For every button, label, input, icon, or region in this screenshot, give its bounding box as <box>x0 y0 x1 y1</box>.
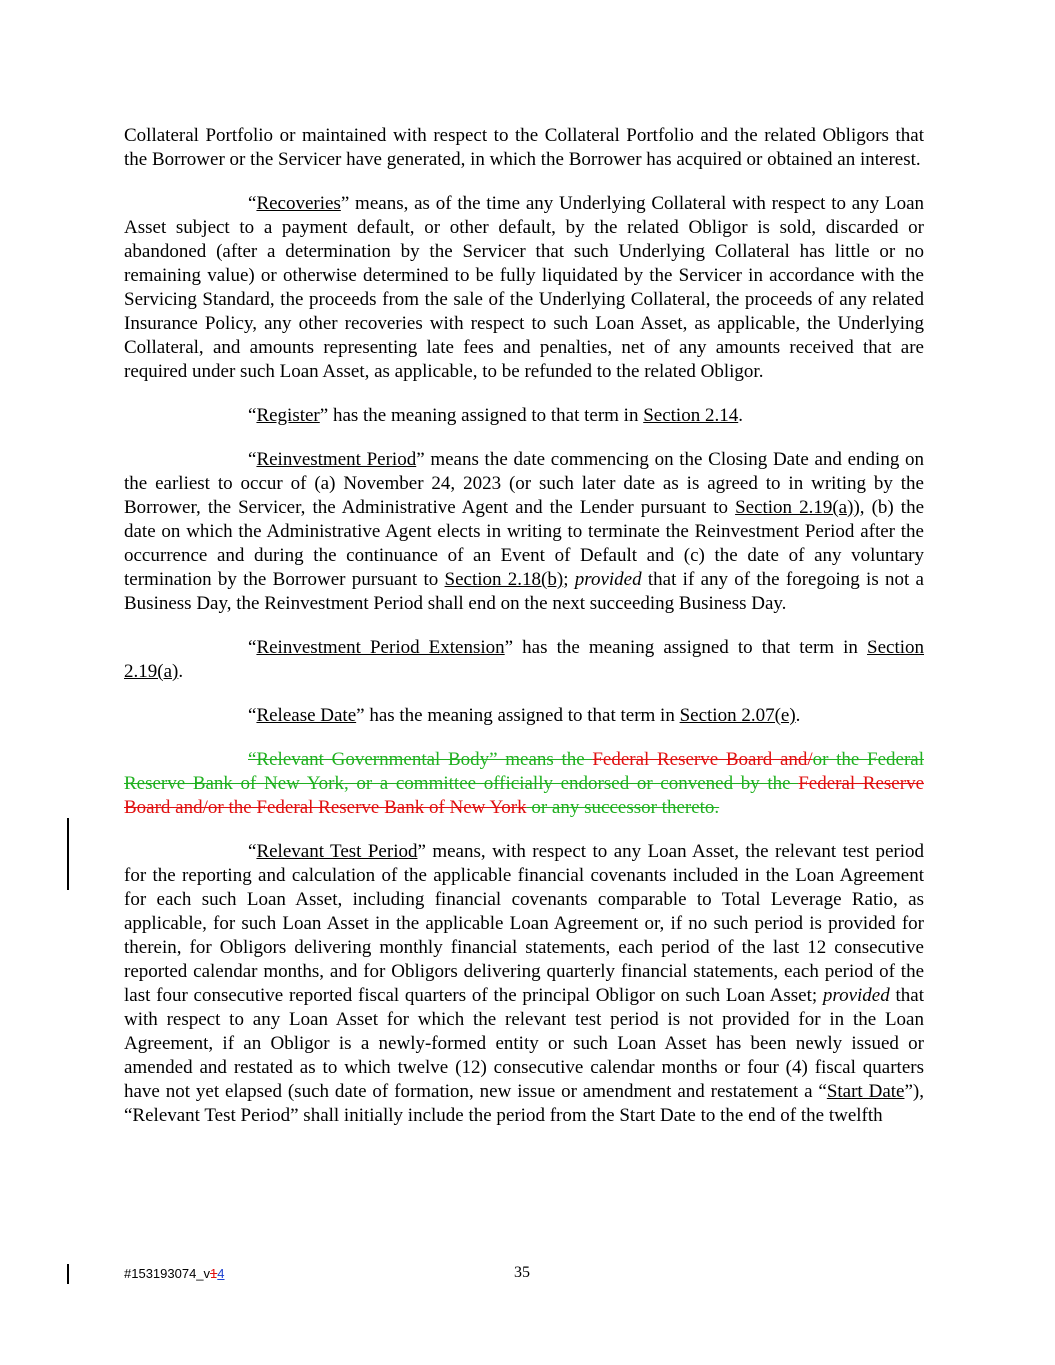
document-page <box>124 124 924 1148</box>
deleted-text: Federal Reserve Board and/or the Federal Reserve Bank of New York <box>124 773 924 818</box>
deleted-text: or the Federal Reserve Bank of New York, or a committee officially endorsed or convened by the <box>124 749 924 794</box>
inserted-version: 4 <box>217 1266 225 1281</box>
term-relevant-test-period: Relevant Test Period <box>256 841 418 862</box>
term-recoveries: Recoveries <box>256 193 341 214</box>
change-bar <box>67 1264 69 1284</box>
document-id-prefix: #153193074_v <box>124 1266 211 1281</box>
definition-reinvestment-period: “Reinvestment Period” means the date commencing on the Closing Date and ending on the earliest to occur of (a) November 24, 2023 (or such later date as is agreed to in writing by the Borrower, the Servicer, the Administrative Agent and the Lender pursuant to Section 2.19(a)), (b) the date on which the Administrative Agent elects in writing to terminate the Reinvestment Period after the occurrence and during the continuance of an Event of Default and (c) the date of any voluntary termination by the Borrower pursuant to Section 2.18(b); provided that if any of the foregoing is not a Business Day, the Reinvestment Period shall end on the next succeeding Business Day. <box>124 449 925 614</box>
section-reference: Section 2.07(e) <box>679 705 796 726</box>
deleted-text: “Relevant Governmental Body” means the <box>248 749 593 770</box>
definition-release-date: “Release Date” has the meaning assigned to that term in Section 2.07(e). <box>248 705 801 726</box>
document-id <box>124 1266 225 1281</box>
change-bar <box>67 818 69 890</box>
definition-text: ; <box>563 569 575 590</box>
definition-text: that with respect to any Loan Asset for which the relevant test period is not provided for in the Loan Agreement, if an Obligor is a newly-formed entity or such Loan Asset has been newly issued or amended and restated as to which twelve (12) consecutive calendar months or four (4) fiscal quarters have not yet elapsed (such date of formation, new issue or amendment and restatement a “ <box>124 985 924 1102</box>
term-release-date: Release Date <box>256 705 357 726</box>
italic-provided: provided <box>822 985 890 1006</box>
deleted-text: Federal Reserve Board and/ <box>592 749 813 770</box>
term-register: Register <box>256 405 320 426</box>
deleted-definition-relevant-governmental-body <box>124 748 924 820</box>
section-reference: Section 2.19(a) <box>124 637 925 682</box>
definition-recoveries: “Recoveries” means, as of the time any Underlying Collateral with respect to any Loan Asset subject to a payment default, or other default, by the related Obligor is sold, discarded or abandoned (after a determination by the Servicer that such Underlying Collateral has little or no remaining value) or otherwise determined to be fully liquidated by the Servicer in accordance with the Servicing Standard, the proceeds from the sale of the Underlying Collateral, the proceeds of any related Insurance Policy, any other recoveries with respect to such Loan Asset, as applicable, the Underlying Collateral, and amounts representing late fees and penalties, net of any amounts received that are required under such Loan Asset, as applicable, to be refunded to the related Obligor. <box>124 193 924 382</box>
definition-text: ”), “Relevant Test Period” shall initially include the period from the Start Date to the end of the twelfth <box>124 1081 924 1126</box>
definition-text: ” means the date commencing on the Closing Date and ending on the earliest to occur of (a) November 24, 2023 (or such later date as is agreed to in writing by the Borrower, the Servicer, the Administrative Agent and the Lender pursuant to <box>124 449 925 518</box>
section-reference: Section 2.14 <box>643 405 739 426</box>
deleted-version: 1 <box>210 1266 218 1281</box>
definition-text: ” means, with respect to any Loan Asset, the relevant test period for the reporting and calculation of the applicable financial covenants included in the Loan Agreement for each such Loan Asset, including financial covenants comparable to Total Leverage Ratio, as applicable, for such Loan Asset in the applicable Loan Agreement or, if no such period is provided for therein, for Obligors delivering monthly financial statements, each period of the last 12 consecutive reported calendar months, and for Obligors delivering quarterly financial statements, each period of the last four consecutive reported fiscal quarters of the principal Obligor on such Loan Asset; <box>124 841 924 1006</box>
term-reinvestment-extension: Reinvestment Period Extension <box>256 637 505 658</box>
definition-relevant-test-period: “Relevant Test Period” means, with respect to any Loan Asset, the relevant test period for the reporting and calculation of the applicable financial covenants included in the Loan Agreement for each such Loan Asset, including financial covenants comparable to Total Leverage Ratio, as applicable, for such Loan Asset in the applicable Loan Agreement or, if no such period is provided for therein, for Obligors delivering monthly financial statements, each period of the last 12 consecutive reported calendar months, and for Obligors delivering quarterly financial statements, each period of the last four consecutive reported fiscal quarters of the principal Obligor on such Loan Asset; provided that with respect to any Loan Asset for which the relevant test period is not provided for in the Loan Agreement, if an Obligor is a newly-formed entity or such Loan Asset has been newly issued or amended and restated as to which twelve (12) consecutive calendar months or four (4) fiscal quarters have not yet elapsed (such date of formation, new issue or amendment and restatement a “Start Date”), “Relevant Test Period” shall initially include the period from the Start Date to the end of the twelfth <box>124 841 924 1126</box>
definition-text: ” has the meaning assigned to that term in <box>319 405 644 426</box>
definition-text: ” has the meaning assigned to that term in <box>356 705 680 726</box>
term-start-date: Start Date <box>826 1081 905 1102</box>
definition-reinvestment-extension: “Reinvestment Period Extension” has the meaning assigned to that term in Section 2.19(a). <box>124 637 925 682</box>
section-reference: Section 2.18(b) <box>444 569 564 590</box>
page-number: 35 <box>514 1264 530 1281</box>
term-reinvestment-period: Reinvestment Period <box>256 449 417 470</box>
definition-text: ), (b) the date on which the Administrative Agent elects in writing to terminate the Reinvestment Period after the occurrence and during the continuance of an Event of Default and (c) the date of any voluntary termination by the Borrower pursuant to <box>124 497 925 590</box>
definition-text: ” has the meaning assigned to that term in <box>504 637 868 658</box>
definition-text: that if any of the foregoing is not a Business Day, the Reinvestment Period shall end on the next succeeding Business Day. <box>124 569 924 614</box>
definition-text: ” means, as of the time any Underlying Collateral with respect to any Loan Asset subject to a payment default, or other default, by the related Obligor is sold, discarded or abandoned (after a determination by the Servicer that such Underlying Collateral has little or no remaining value) or otherwise determined to be fully liquidated by the Servicer in accordance with the Servicing Standard, the proceeds from the sale of the Underlying Collateral, the proceeds of any related Insurance Policy, any other recoveries with respect to such Loan Asset, as applicable, the Underlying Collateral, and amounts representing late fees and penalties, net of any amounts received that are required under such Loan Asset, as applicable, to be refunded to the related Obligor. <box>124 193 924 382</box>
section-reference: Section 2.19(a) <box>735 497 854 518</box>
definition-register: “Register” has the meaning assigned to that term in Section 2.14. <box>248 405 743 426</box>
paragraph-collateral-continued: Collateral Portfolio or maintained with respect to the Collateral Portfolio and the related Obligors that the Borrower or the Servicer have generated, in which the Borrower has acquired or obtained an interest. <box>124 125 924 170</box>
italic-provided: provided <box>574 569 642 590</box>
deleted-text: or any successor thereto. <box>526 797 720 818</box>
